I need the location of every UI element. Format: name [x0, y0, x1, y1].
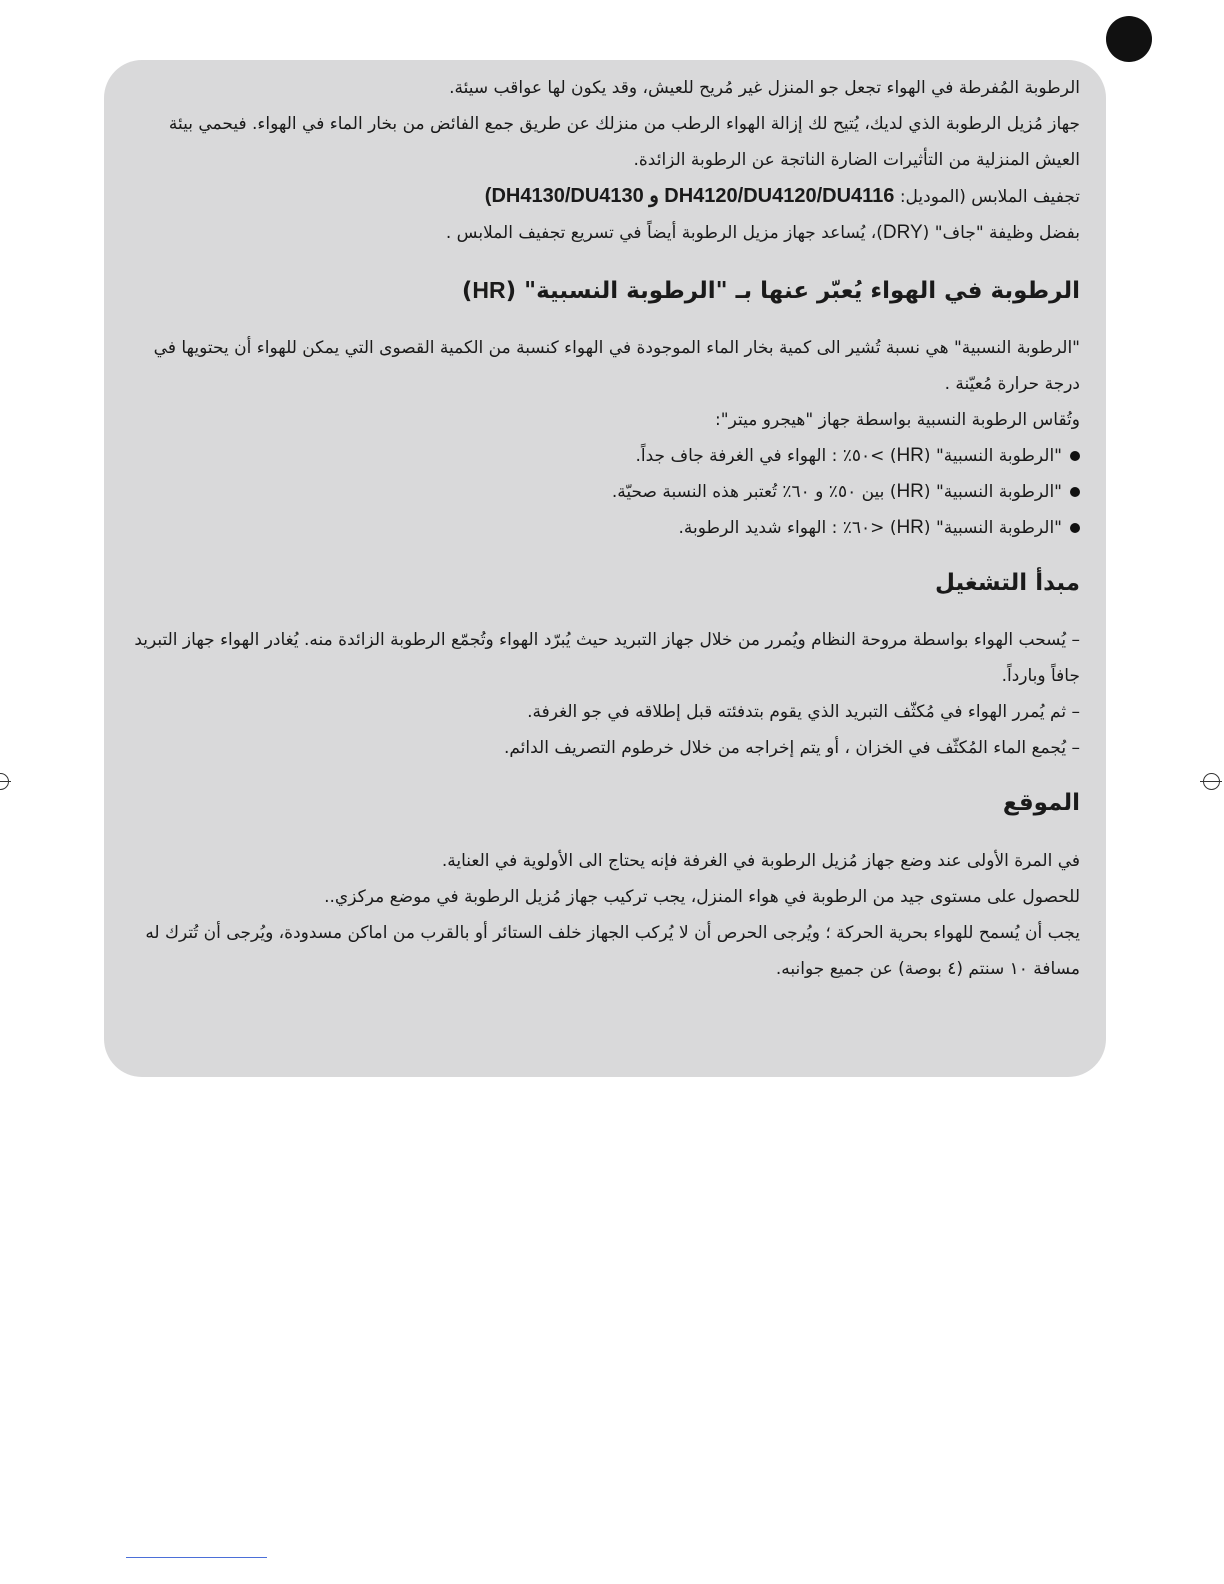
operation-step-3: – يُجمع الماء المُكثّف في الخزان ، أو يتم إخراجه من خلال خرطوم التصريف الدائم.	[503, 738, 1080, 758]
bullet-post: ) بين ٥٠٪ و ٦٠٪ تُعتبر هذه النسبة صحيّة.	[611, 482, 897, 502]
content-panel	[104, 60, 1106, 1077]
dry-function-pre: بفضل وظيفة "جاف" (	[922, 223, 1080, 243]
models-group-b: DH4130/DU4130	[491, 185, 644, 207]
bullet-post: ) <٦٠٪ : الهواء شديد الرطوبة.	[678, 518, 897, 538]
footer-rule	[126, 1557, 267, 1558]
relative-humidity-definition: "الرطوبة النسبية" هي نسبة تُشير الى كمية بخار الماء الموجودة في الهواء كنسبة من الكمية القصوى التي يمكن للهواء أن يحتويها في درجة حرارة مُعيّنة .	[153, 338, 1080, 394]
bullet-icon	[1070, 487, 1080, 497]
registration-mark-left	[0, 770, 11, 792]
location-paragraph-2: للحصول على مستوى جيد من الرطوبة في هواء المنزل، يجب تركيب جهاز مُزيل الرطوبة في موضع مركزي..	[324, 887, 1080, 907]
bullet-pre: "الرطوبة النسبية" (	[923, 482, 1062, 502]
list-item	[124, 510, 1080, 546]
dry-mode-label: DRY	[882, 222, 923, 243]
clothes-drying-label: تجفيف الملابس (الموديل:	[899, 187, 1080, 207]
relative-humidity-heading-hr: HR	[472, 277, 506, 303]
dry-function-text	[124, 215, 1080, 251]
bullet-icon	[1070, 523, 1080, 533]
list-item	[124, 474, 1080, 510]
models-conjunction: و	[649, 185, 659, 207]
humidity-levels-list	[124, 438, 1080, 546]
bullet-post: ) >٥٠٪ : الهواء في الغرفة جاف جداً.	[635, 446, 897, 466]
location-paragraph-1: في المرة الأولى عند وضع جهاز مُزيل الرطوبة في الغرفة فإنه يحتاج الى الأولوية في العناية.	[441, 851, 1080, 871]
bullet-pre: "الرطوبة النسبية" (	[923, 518, 1062, 538]
relative-humidity-heading-pre: الرطوبة في الهواء يُعبّر عنها بـ "الرطوبة النسبية" (	[505, 278, 1080, 304]
page-marker-dot	[1106, 16, 1152, 62]
bullet-pre: "الرطوبة النسبية" (	[923, 446, 1062, 466]
intro-paragraph-1: الرطوبة المُفرطة في الهواء تجعل جو المنزل غير مُريح للعيش، وقد يكون لها عواقب سيئة.	[449, 78, 1080, 98]
bullet-hr: HR	[896, 445, 924, 466]
bullet-hr: HR	[896, 517, 924, 538]
location-paragraph-3: يجب أن يُسمح للهواء بحرية الحركة ؛ ويُرجى الحرص أن لا يُركب الجهاز خلف الستائر أو بالقرب من اماكن مسدودة، ويُرجى أن تُترك له مسافة ١٠ سنتم (٤ بوصة) عن جميع جوانبه.	[145, 923, 1080, 979]
relative-humidity-heading-post: )	[461, 278, 473, 304]
models-group-a: DH4120/DU4120/DU4116	[664, 185, 895, 207]
bullet-hr: HR	[896, 481, 924, 502]
hygrometer-measure-text: وتُقاس الرطوبة النسبية بواسطة جهاز "هيجرو ميتر":	[715, 410, 1080, 430]
location-heading: الموقع	[1002, 790, 1080, 816]
intro-paragraph-2: جهاز مُزيل الرطوبة الذي لديك، يُتيح لك إزالة الهواء الرطب من منزلك عن طريق جمع الفائض من بخار الماء في الهواء. فيحمي بيئة العيش المنزلية من التأثيرات الضارة الناتجة عن الرطوبة الزائدة.	[168, 114, 1080, 170]
registration-mark-right	[1200, 770, 1222, 792]
models-close-paren: )	[484, 185, 492, 207]
bullet-icon	[1070, 451, 1080, 461]
relative-humidity-heading	[124, 272, 1080, 309]
operation-step-2: – ثم يُمرر الهواء في مُكثّف التبريد الذي يقوم بتدفئته قبل إطلاقه في جو الغرفة.	[527, 702, 1080, 722]
clothes-drying-models	[124, 178, 1080, 215]
operation-step-1: – يُسحب الهواء بواسطة مروحة النظام ويُمرر من خلال جهاز التبريد حيث يُبرّد الهواء وتُجمّع الرطوبة الزائدة منه. يُغادر الهواء جهاز التبريد جافاً وبارداً.	[134, 630, 1080, 686]
list-item	[124, 438, 1080, 474]
dry-function-post: )، يُساعد جهاز مزيل الرطوبة أيضاً في تسريع تجفيف الملابس .	[445, 223, 883, 243]
operation-principle-heading: مبدأ التشغيل	[934, 570, 1080, 596]
